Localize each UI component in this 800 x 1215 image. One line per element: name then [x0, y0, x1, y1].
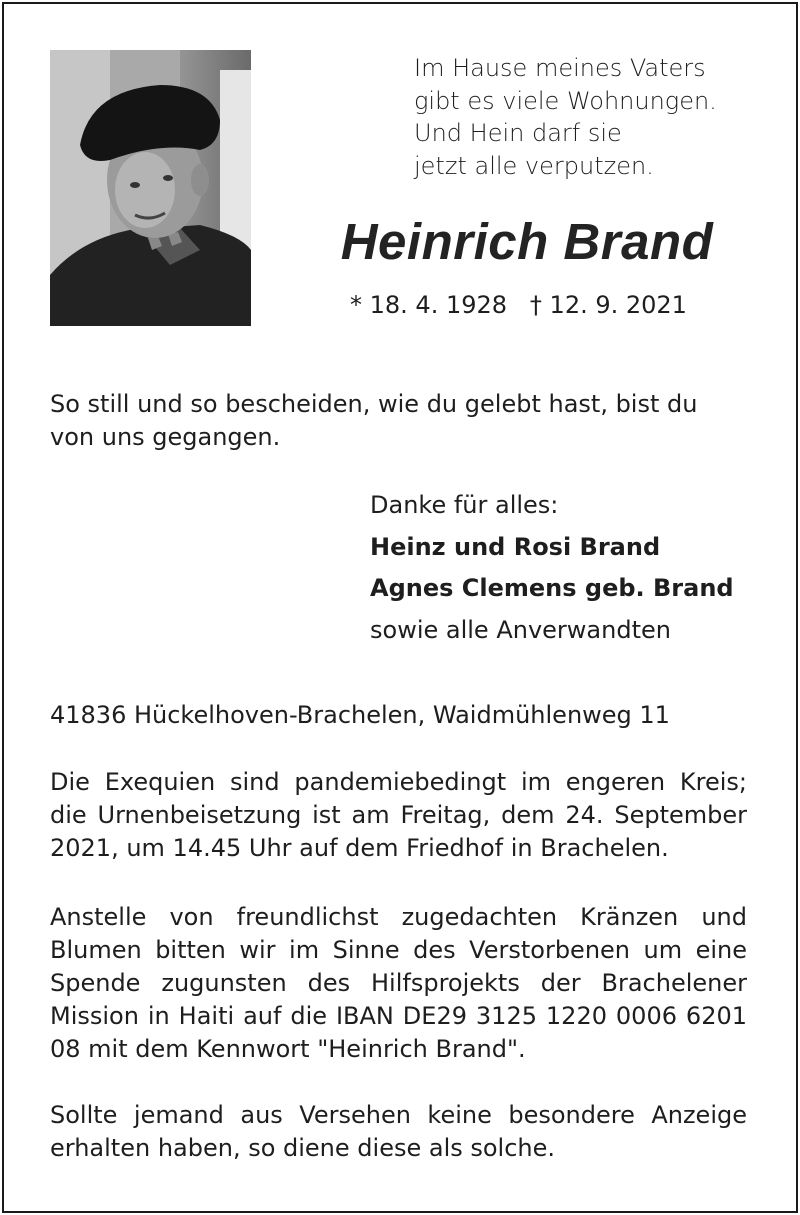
portrait-photo: [50, 50, 251, 326]
mourner-name: Agnes Clemens geb. Brand: [370, 574, 734, 602]
thanks-block: [370, 485, 734, 651]
funeral-info-paragraph: Die Exequien sind pandemiebedingt im engeren Kreis; die Urnenbeisetzung ist am Freitag, dem 24. September 2021, um 14.45 Uhr auf dem Friedhof in Brachelen.: [50, 768, 747, 862]
mourner-relatives: sowie alle Anverwandten: [370, 615, 671, 644]
thanks-heading: Danke für alles:: [370, 491, 559, 519]
deceased-name: Heinrich Brand: [340, 213, 714, 270]
closing-paragraph: Sollte jemand aus Versehen keine besondere Anzeige erhalten haben, so diene diese als solche.: [50, 1101, 747, 1162]
donation-paragraph: Anstelle von freundlichst zugedachten Kränzen und Blumen bitten wir im Sinne des Verstorbenen um eine Spende zugunsten des Hilfsprojekts der Brachelener Mission in Haiti auf die IBAN DE29 3125 1220 0006 6201 08 mit dem Kennwort "Heinrich Brand".: [50, 903, 747, 1063]
life-dates: * 18. 4. 1928 † 12. 9. 2021: [350, 291, 687, 319]
mourner-name: Heinz und Rosi Brand: [370, 532, 661, 561]
address-text: 41836 Hückelhoven-Brachelen, Waidmühlenweg 11: [50, 701, 670, 729]
quote-text: Im Hause meines Vaters gibt es viele Wohnungen. Und Hein darf sie jetzt alle verputzen.: [414, 54, 717, 180]
intro-text: So still und so bescheiden, wie du gelebt hast, bist du von uns gegangen.: [50, 390, 698, 451]
